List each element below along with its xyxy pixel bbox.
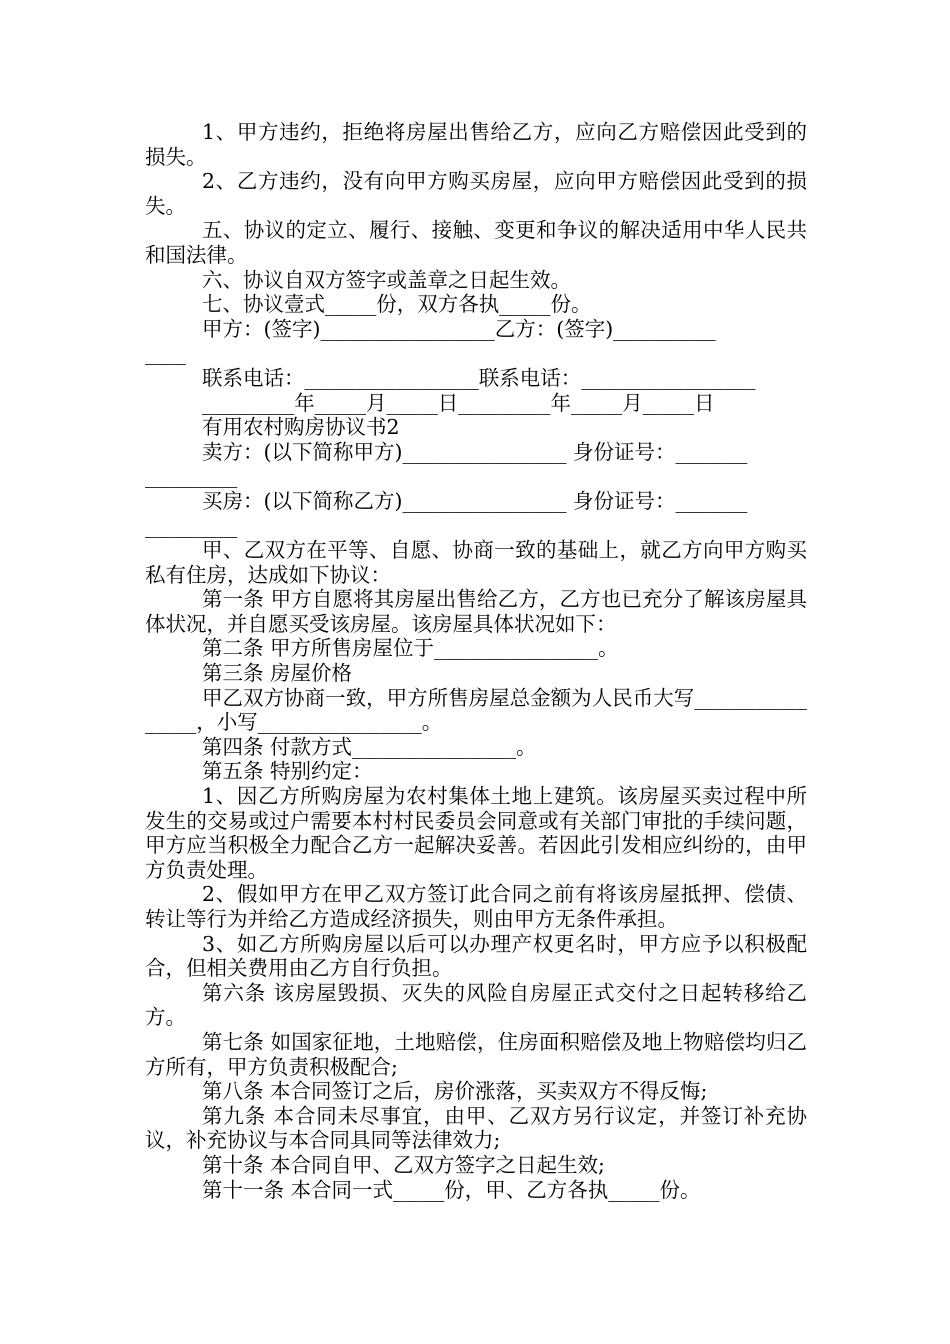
article-2: 第二条 甲方所售房屋位于________________。 bbox=[202, 636, 619, 661]
article-8: 第八条 本合同签订之后，房价涨落，买卖双方不得反悔; bbox=[202, 1079, 708, 1104]
section-title: 有用农村购房协议书2 bbox=[202, 415, 400, 440]
article-5-item-1: 1、因乙方所购房屋为农村集体土地上建筑。该房屋买卖过程中所发生的交易或过户需要本村村民委员会同意或有关部门审批的手续问题，甲方应当积极全力配合乙方一起解决妥善。若因此引发相应纠纷的，由甲方负责处理。 bbox=[145, 784, 807, 882]
preamble: 甲、乙双方在平等、自愿、协商一致的基础上，就乙方向甲方购买私有住房，达成如下协议： bbox=[145, 538, 807, 587]
article-5-item-3: 3、如乙方所购房屋以后可以办理产权更名时，甲方应予以积极配合，但相关费用由乙方自行负担。 bbox=[145, 931, 807, 981]
clause-party-a-breach: 1、甲方违约，拒绝将房屋出售给乙方，应向乙方赔偿因此受到的损失。 bbox=[145, 120, 807, 169]
article-3-price: 甲乙双方协商一致，甲方所售房屋总金额为人民币大写________________，小写________________。 bbox=[145, 685, 807, 735]
date-line: _________年_____月_____日_________年_____月_____日 bbox=[202, 390, 715, 415]
signature-line-wrap: ____ bbox=[145, 341, 186, 366]
signature-line: 甲方：(签字)_________________乙方：(签字)__________ bbox=[202, 316, 716, 341]
article-11: 第十一条 本合同一式_____份，甲、乙方各执_____份。 bbox=[202, 1177, 701, 1202]
buyer-line-wrap: _________ bbox=[145, 513, 238, 538]
article-4: 第四条 付款方式________________。 bbox=[202, 734, 537, 759]
article-1: 第一条 甲方自愿将其房屋出售给乙方，乙方也已充分了解该房屋具体状况，并自愿买受该房屋。该房屋具体状况如下： bbox=[145, 587, 807, 636]
article-6: 第六条 该房屋毁损、灭失的风险自房屋正式交付之日起转移给乙方。 bbox=[145, 980, 807, 1030]
clause-copies: 七、协议壹式_____份，双方各执_____份。 bbox=[202, 292, 592, 317]
article-9: 第九条 本合同未尽事宜，由甲、乙双方另行议定，并签订补充协议，补充协议与本合同具同等法律效力; bbox=[145, 1103, 807, 1153]
clause-party-b-breach: 2、乙方违约，没有向甲方购买房屋，应向甲方赔偿因此受到的损失。 bbox=[145, 169, 807, 218]
seller-line: 卖方：(以下简称甲方)________________ 身份证号：_______ bbox=[202, 439, 748, 464]
phone-line: 联系电话：_________________联系电话：_________________ bbox=[202, 365, 756, 390]
clause-governing-law: 五、协议的定立、履行、接触、变更和争议的解决适用中华人民共和国法律。 bbox=[145, 218, 807, 267]
article-5-item-2: 2、假如甲方在甲乙双方签订此合同之前有将该房屋抵押、偿债、转让等行为并给乙方造成经济损失，则由甲方无条件承担。 bbox=[145, 882, 807, 931]
buyer-line: 买房：(以下简称乙方)________________ 身份证号：_______ bbox=[202, 488, 748, 513]
article-3: 第三条 房屋价格 bbox=[202, 661, 353, 686]
clause-effective: 六、协议自双方签字或盖章之日起生效。 bbox=[202, 267, 571, 292]
seller-line-wrap: _________ bbox=[145, 464, 238, 489]
article-7: 第七条 如国家征地，土地赔偿，住房面积赔偿及地上物赔偿均归乙方所有，甲方负责积极配合; bbox=[145, 1029, 807, 1079]
article-5: 第五条 特别约定： bbox=[202, 759, 373, 784]
article-10: 第十条 本合同自甲、乙双方签字之日起生效; bbox=[202, 1152, 605, 1177]
